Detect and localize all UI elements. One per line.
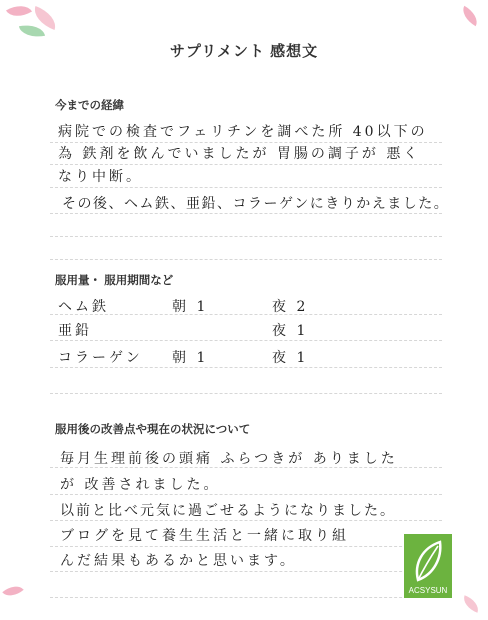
- ruled-line: [50, 164, 442, 165]
- dose-morning: 朝 1: [172, 299, 209, 315]
- handwritten-line: んだ結果もあるかと思います。: [60, 553, 297, 569]
- supplement-name: コラーゲン: [58, 350, 143, 366]
- dose-night: 夜 1: [272, 323, 309, 339]
- decorative-leaf-icon: [19, 22, 45, 40]
- ruled-line: [50, 520, 442, 521]
- brand-logo: [404, 534, 452, 598]
- ruled-line: [50, 340, 442, 341]
- ruled-line: [50, 213, 442, 214]
- ruled-line: [50, 259, 442, 260]
- section-heading-history: 今までの経緯: [55, 100, 124, 112]
- ruled-line: [50, 187, 442, 188]
- supplement-name: ヘム鉄: [58, 299, 109, 315]
- supplement-name: 亜鉛: [58, 323, 92, 339]
- handwritten-line: 病院での検査でフェリチンを調べた所 40以下の: [58, 124, 428, 140]
- ruled-line: [50, 494, 442, 495]
- page-title: サプリメント 感想文: [169, 43, 319, 60]
- ruled-line: [50, 597, 442, 598]
- dose-morning: 朝 1: [172, 350, 209, 366]
- handwritten-line: 為 鉄剤を飲んでいましたが 胃腸の調子が 悪く: [58, 146, 421, 162]
- handwritten-line: 毎月生理前後の頭痛 ふらつきが ありました: [60, 451, 398, 467]
- dose-night: 夜 1: [272, 350, 309, 366]
- decorative-leaf-icon: [458, 6, 481, 26]
- decorative-leaf-icon: [6, 0, 32, 23]
- dose-night: 夜 2: [272, 299, 309, 315]
- handwritten-line: 以前と比べ元気に過ごせるようになりました。: [60, 503, 396, 519]
- handwritten-line: その後、ヘム鉄、亜鉛、コラーゲンにきりかえました。: [62, 196, 450, 212]
- section-heading-dosage: 服用量・ 服用期間など: [55, 275, 174, 287]
- handwritten-line: なり中断。: [58, 169, 143, 185]
- handwritten-line: ブログを見て養生生活と一緒に取り組: [60, 528, 349, 544]
- handwritten-line: が 改善されました。: [60, 477, 221, 493]
- ruled-line: [50, 367, 442, 368]
- section-heading-improvements: 服用後の改善点や現在の状況について: [55, 424, 251, 436]
- ruled-line: [50, 571, 442, 572]
- decorative-leaf-icon: [460, 595, 481, 612]
- brand-logo-text: ACSYSUN: [408, 586, 448, 595]
- ruled-line: [50, 546, 442, 547]
- decorative-leaf-icon: [2, 581, 24, 602]
- ruled-line: [50, 236, 442, 237]
- ruled-line: [50, 393, 442, 394]
- leaf-icon: [404, 536, 452, 588]
